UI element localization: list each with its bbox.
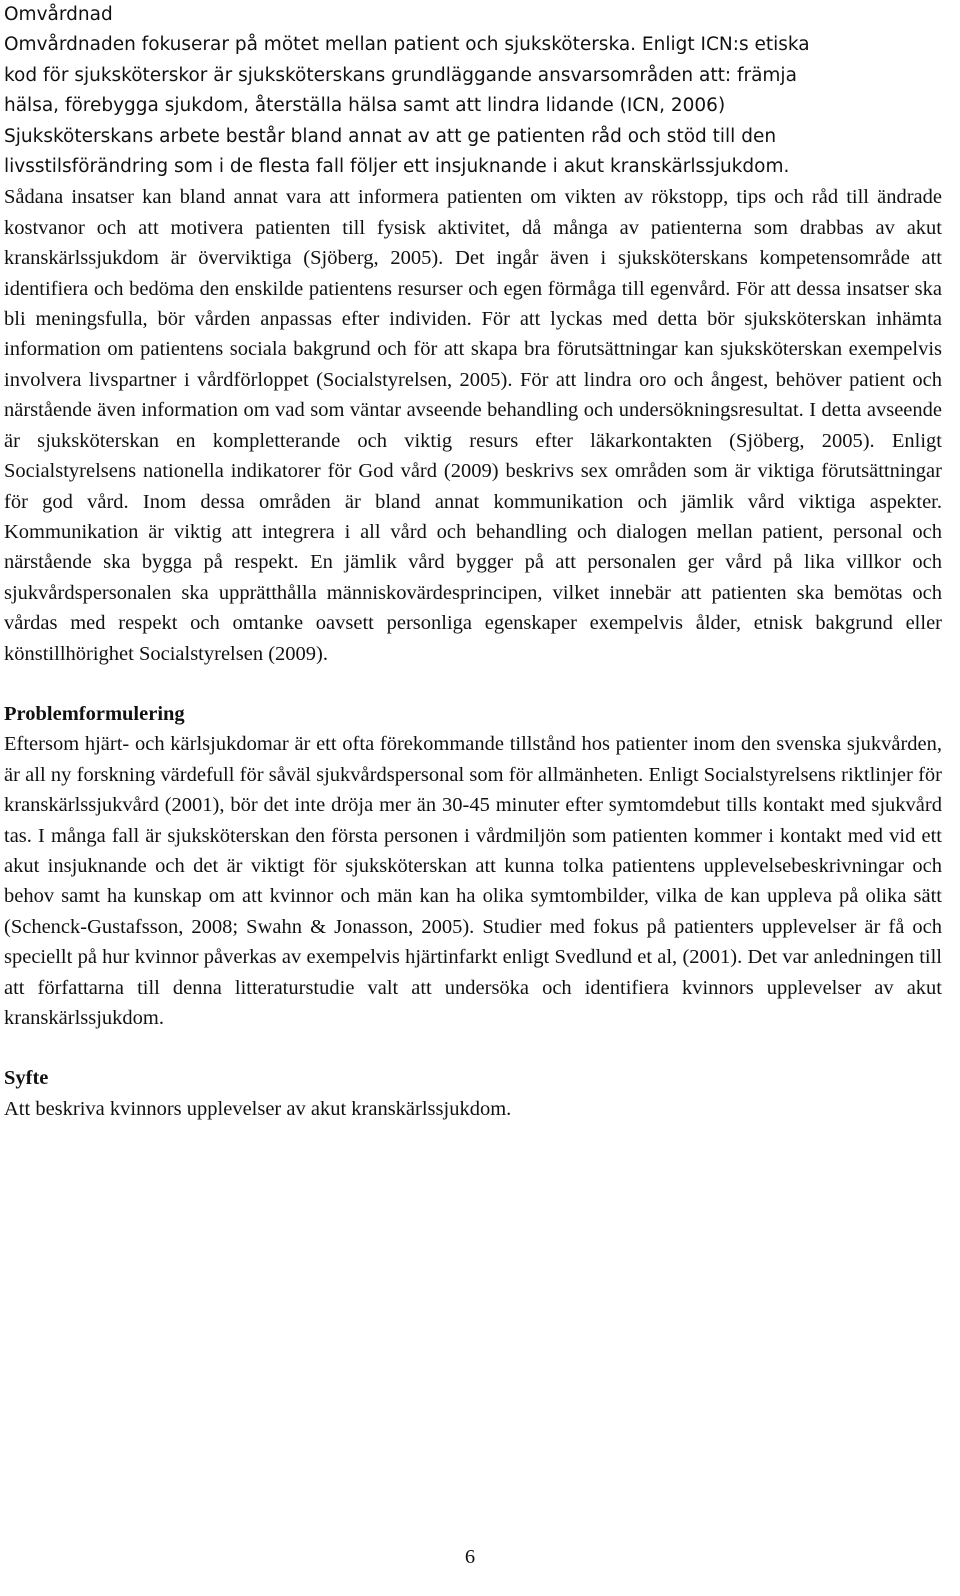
page-number: 6 (464, 1546, 476, 1568)
text-line: kod för sjuksköterskor är sjuksköterskans grundläggande ansvarsområden att: främja (4, 64, 797, 86)
text-line: Sjuksköterskans arbete består bland annat av att ge patienten råd och stöd till den (4, 125, 777, 147)
document-page (4, 0, 942, 1124)
paragraph-omvardnad-serif: Sådana insatser kan bland annat vara att informera patienten om vikten av rökstopp, tips och råd till ändrade kostvanor och att motivera patienten till fysisk aktivitet, då många av patienterna som drabbas av akut kranskärlssjukdom är överviktiga (Sjöberg, 2005). Det ingår även i sjuksköterskans kompetensområde att identifiera och bedöma den enskilde patientens resurser och egen förmåga till egenvård. För att dessa insatser ska bli meningsfulla, bör vården anpassas efter individen. För att lyckas med detta bör sjuksköterskan inhämta information om patientens sociala bakgrund och för att skapa bra förutsättningar kan sjuksköterskan exempelvis involvera livspartner i vårdförloppet (Socialstyrelsen, 2005). För att lindra oro och ångest, behöver patient och närstående även information om vad som väntar avseende behandling och undersökningsresultat. I detta avseende är sjuksköterskan en kompletterande och viktig resurs efter läkarkontakten (Sjöberg, 2005). Enligt Socialstyrelsens nationella indikatorer för God vård (2009) beskrivs sex områden som är viktiga förutsättningar för god vård. Inom dessa områden är bland annat kommunikation och jämlik vård viktiga aspekter. Kommunikation är viktig att integrera i all vård och behandling och dialogen mellan patient, personal och närstående ska bygga på respekt. En jämlik vård bygger på att personalen ger vård på lika villkor och sjukvårdspersonalen ska upprätthålla människovärdesprincipen, vilket innebär att patienten ska bemötas och vårdas med respekt och omtanke oavsett personliga egenskaper exempelvis ålder, etnisk bakgrund eller könstillhörighet Socialstyrelsen (2009). (4, 186, 942, 665)
paragraph-syfte: Att beskriva kvinnors upplevelser av akut kranskärlssjukdom. (4, 1097, 512, 1120)
text-line: hälsa, förebygga sjukdom, återställa hälsa samt att lindra lidande (ICN, 2006) (4, 95, 726, 117)
heading-omvardnad: Omvårdnad (4, 4, 113, 25)
heading-problemformulering: Problemformulering (4, 702, 185, 725)
text-line: livsstilsförändring som i de flesta fall följer ett insjuknande i akut kranskärlssjukdom. (4, 156, 790, 178)
section-spacer (4, 1033, 942, 1063)
section-spacer (4, 669, 942, 699)
paragraph-problemformulering: Eftersom hjärt- och kärlsjukdomar är ett ofta förekommande tillstånd hos patienter inom den svenska sjukvården, är all ny forskning värdefull för såväl sjukvårdspersonal som för allmänheten. Enligt Socialstyrelsens riktlinjer för kranskärlssjukvård (2001), bör det inte dröja mer än 30-45 minuter efter symtomdebut tills kontakt med sjukvård tas. I många fall är sjuksköterskan den första personen i vårdmiljön som patienten kommer i kontakt med vid ett akut insjuknande och det är viktigt för sjuksköterskan att kunna tolka patientens upplevelsebeskrivningar och behov samt ha kunskap om att kvinnor och män kan ha olika symtombilder, vilka de kan uppleva på olika sätt (Schenck-Gustafsson, 2008; Swahn & Jonasson, 2005). Studier med fokus på patienters upplevelser är få och speciellt på hur kvinnor påverkas av exempelvis hjärtinfarkt enligt Svedlund et al, (2001). Det var anledningen till att författarna till denna litteraturstudie valt att undersöka och identifiera kvinnors upplevelser av akut kranskärlssjukdom. (4, 733, 942, 1029)
heading-syfte: Syfte (4, 1067, 49, 1090)
paragraph-omvardnad-sans (4, 30, 942, 182)
text-line: Omvårdnaden fokuserar på mötet mellan patient och sjuksköterska. Enligt ICN:s etiska (4, 34, 810, 56)
